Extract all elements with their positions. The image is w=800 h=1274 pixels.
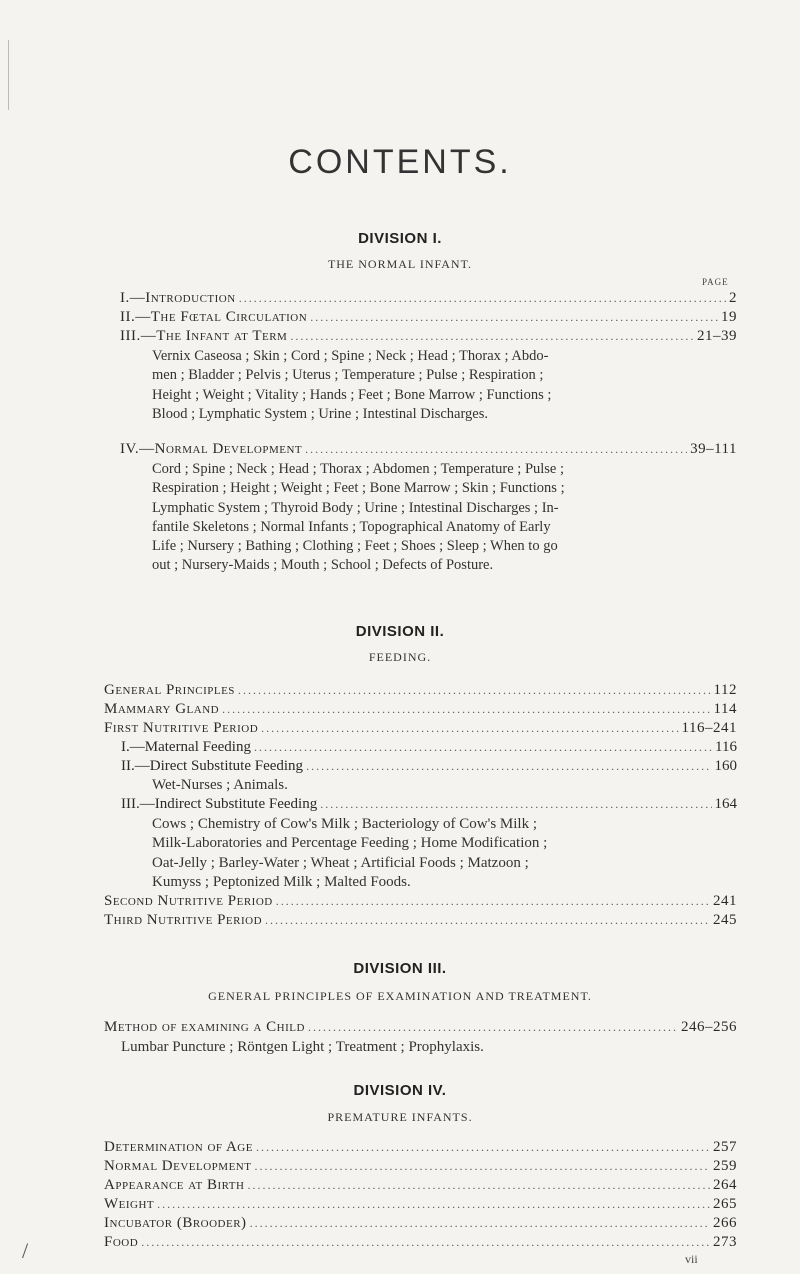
leader-dots bbox=[308, 1018, 678, 1036]
division-4-heading: DIVISION IV. bbox=[353, 1082, 447, 1099]
division-2-subtitle: FEEDING. bbox=[368, 650, 432, 664]
toc-entry-page: 116 bbox=[715, 739, 737, 755]
entry-description bbox=[152, 347, 551, 424]
toc-entry-page: 2 bbox=[729, 290, 737, 306]
description-line: Respiration ; Height ; Weight ; Feet ; Bone Marrow ; Skin ; Functions ; bbox=[152, 480, 565, 497]
toc-entry-page: 39–111 bbox=[690, 441, 737, 457]
toc-entry-page: 257 bbox=[713, 1139, 737, 1155]
toc-entry-label: I.—Maternal Feeding bbox=[121, 739, 251, 755]
toc-entry[interactable] bbox=[104, 1233, 737, 1251]
toc-entry-label: Normal Development bbox=[104, 1158, 252, 1174]
toc-entry-label: Appearance at Birth bbox=[104, 1177, 245, 1193]
description-line: Wet-Nurses ; Animals. bbox=[152, 777, 288, 793]
leader-dots bbox=[276, 892, 710, 910]
leader-dots bbox=[290, 327, 694, 345]
leader-dots bbox=[239, 289, 726, 307]
description-line: Cows ; Chemistry of Cow's Milk ; Bacteriology of Cow's Milk ; bbox=[152, 816, 537, 832]
toc-subentry[interactable] bbox=[121, 795, 737, 813]
toc-entry[interactable] bbox=[104, 911, 737, 929]
description-line: Oat-Jelly ; Barley-Water ; Wheat ; Artificial Foods ; Matzoon ; bbox=[152, 854, 529, 871]
toc-entry-label: Food bbox=[104, 1234, 139, 1250]
toc-entry-page: 273 bbox=[713, 1234, 737, 1250]
description-line: Cord ; Spine ; Neck ; Head ; Thorax ; Abdomen ; Temperature ; Pulse ; bbox=[152, 461, 565, 477]
toc-entry-label: I.—Introduction bbox=[120, 290, 236, 306]
toc-entry[interactable] bbox=[104, 681, 737, 699]
toc-entry[interactable] bbox=[104, 1176, 737, 1194]
toc-entry-page: 246–256 bbox=[681, 1019, 737, 1035]
toc-entry[interactable] bbox=[104, 1214, 737, 1232]
toc-entry[interactable] bbox=[104, 1018, 737, 1036]
toc-entry-page: 266 bbox=[713, 1215, 737, 1231]
description-line: out ; Nursery-Maids ; Mouth ; School ; Defects of Posture. bbox=[152, 557, 494, 574]
leader-dots bbox=[306, 757, 711, 775]
division-1-subtitle: THE NORMAL INFANT. bbox=[327, 257, 473, 271]
toc-entry-page: 241 bbox=[713, 893, 737, 909]
leader-dots bbox=[141, 1233, 710, 1251]
toc-entry[interactable] bbox=[120, 289, 737, 307]
description-line: Milk-Laboratories and Percentage Feeding ; Home Modification ; bbox=[152, 835, 548, 852]
division-3-subtitle: GENERAL PRINCIPLES OF EXAMINATION AND TREATMENT. bbox=[208, 989, 592, 1003]
description-line: Lumbar Puncture ; Röntgen Light ; Treatment ; Prophylaxis. bbox=[121, 1039, 484, 1055]
toc-entry-label: Weight bbox=[104, 1196, 155, 1212]
entry-description bbox=[121, 1038, 484, 1057]
toc-entry-label: II.—Direct Substitute Feeding bbox=[121, 758, 304, 774]
leader-dots bbox=[256, 1138, 710, 1156]
description-line: Kumyss ; Peptonized Milk ; Malted Foods. bbox=[152, 873, 411, 890]
leader-dots bbox=[247, 1176, 710, 1194]
leader-dots bbox=[254, 1157, 710, 1175]
toc-subentry[interactable] bbox=[121, 738, 737, 756]
division-3-heading: DIVISION III. bbox=[353, 960, 447, 977]
toc-entry-page: 116–241 bbox=[681, 720, 737, 736]
toc-entry-page: 160 bbox=[714, 758, 737, 774]
toc-entry[interactable] bbox=[104, 892, 737, 910]
description-line: Life ; Nursery ; Bathing ; Clothing ; Feet ; Shoes ; Sleep ; When to go bbox=[152, 538, 558, 555]
toc-entry-page: 245 bbox=[713, 912, 737, 928]
toc-entry-label: III.—Indirect Substitute Feeding bbox=[121, 796, 318, 812]
leader-dots bbox=[254, 738, 712, 756]
toc-entry-label: Second Nutritive Period bbox=[104, 893, 273, 909]
toc-entry-label: IV.—Normal Development bbox=[120, 441, 303, 457]
leader-dots bbox=[222, 700, 710, 718]
toc-entry-page: 114 bbox=[713, 701, 737, 717]
entry-description bbox=[152, 776, 288, 795]
toc-entry-page: 21–39 bbox=[697, 328, 737, 344]
entry-description bbox=[152, 460, 565, 576]
description-line: Height ; Weight ; Vitality ; Hands ; Feet ; Bone Marrow ; Functions ; bbox=[152, 386, 552, 403]
toc-entry[interactable] bbox=[120, 440, 737, 458]
toc-entry-label: Incubator (Brooder) bbox=[104, 1215, 247, 1231]
toc-entry-page: 259 bbox=[713, 1158, 737, 1174]
entry-description bbox=[152, 815, 547, 892]
toc-entry[interactable] bbox=[120, 308, 737, 326]
page-edge-mark bbox=[0, 40, 9, 110]
toc-entry-label: Mammary Gland bbox=[104, 701, 220, 717]
toc-entry-label: III.—The Infant at Term bbox=[120, 328, 288, 344]
toc-entry-page: 164 bbox=[714, 796, 737, 812]
toc-entry-label: II.—The Fœtal Circulation bbox=[120, 309, 308, 325]
leader-dots bbox=[320, 795, 711, 813]
description-line: men ; Bladder ; Pelvis ; Uterus ; Temperature ; Pulse ; Respiration ; bbox=[152, 367, 544, 384]
description-line: fantile Skeletons ; Normal Infants ; Topographical Anatomy of Early bbox=[152, 518, 551, 535]
leader-dots bbox=[310, 308, 718, 326]
toc-entry[interactable] bbox=[104, 1195, 737, 1213]
toc-entry[interactable] bbox=[104, 1157, 737, 1175]
leader-dots bbox=[250, 1214, 710, 1232]
toc-entry-label: General Principles bbox=[104, 682, 235, 698]
leader-dots bbox=[261, 719, 678, 737]
toc-entry-page: 265 bbox=[713, 1196, 737, 1212]
page-folio: vii bbox=[685, 1252, 698, 1266]
toc-entry-label: Method of examining a Child bbox=[104, 1019, 305, 1035]
toc-entry-page: 264 bbox=[713, 1177, 737, 1193]
leader-dots bbox=[265, 911, 710, 929]
description-line: Vernix Caseosa ; Skin ; Cord ; Spine ; Neck ; Head ; Thorax ; Abdo- bbox=[152, 348, 549, 364]
toc-entry[interactable] bbox=[104, 700, 737, 718]
toc-entry[interactable] bbox=[104, 1138, 737, 1156]
leader-dots bbox=[305, 440, 687, 458]
toc-subentry[interactable] bbox=[121, 757, 737, 775]
division-4-subtitle: PREMATURE INFANTS. bbox=[327, 1110, 473, 1124]
description-line: Lymphatic System ; Thyroid Body ; Urine ; Intestinal Discharges ; In- bbox=[152, 499, 559, 516]
toc-entry-label: First Nutritive Period bbox=[104, 720, 259, 736]
page-column-label: PAGE bbox=[702, 277, 729, 287]
description-line: Blood ; Lymphatic System ; Urine ; Intestinal Discharges. bbox=[152, 405, 489, 422]
toc-entry[interactable] bbox=[120, 327, 737, 345]
toc-entry-page: 112 bbox=[713, 682, 737, 698]
leader-dots bbox=[238, 681, 711, 699]
corner-mark: / bbox=[22, 1238, 29, 1263]
division-1-heading: DIVISION I. bbox=[358, 230, 442, 247]
toc-entry[interactable] bbox=[104, 719, 737, 737]
page-title: CONTENTS. bbox=[288, 143, 512, 181]
division-2-heading: DIVISION II. bbox=[355, 623, 445, 640]
toc-entry-page: 19 bbox=[721, 309, 737, 325]
leader-dots bbox=[157, 1195, 710, 1213]
toc-entry-label: Determination of Age bbox=[104, 1139, 253, 1155]
toc-entry-label: Third Nutritive Period bbox=[104, 912, 263, 928]
